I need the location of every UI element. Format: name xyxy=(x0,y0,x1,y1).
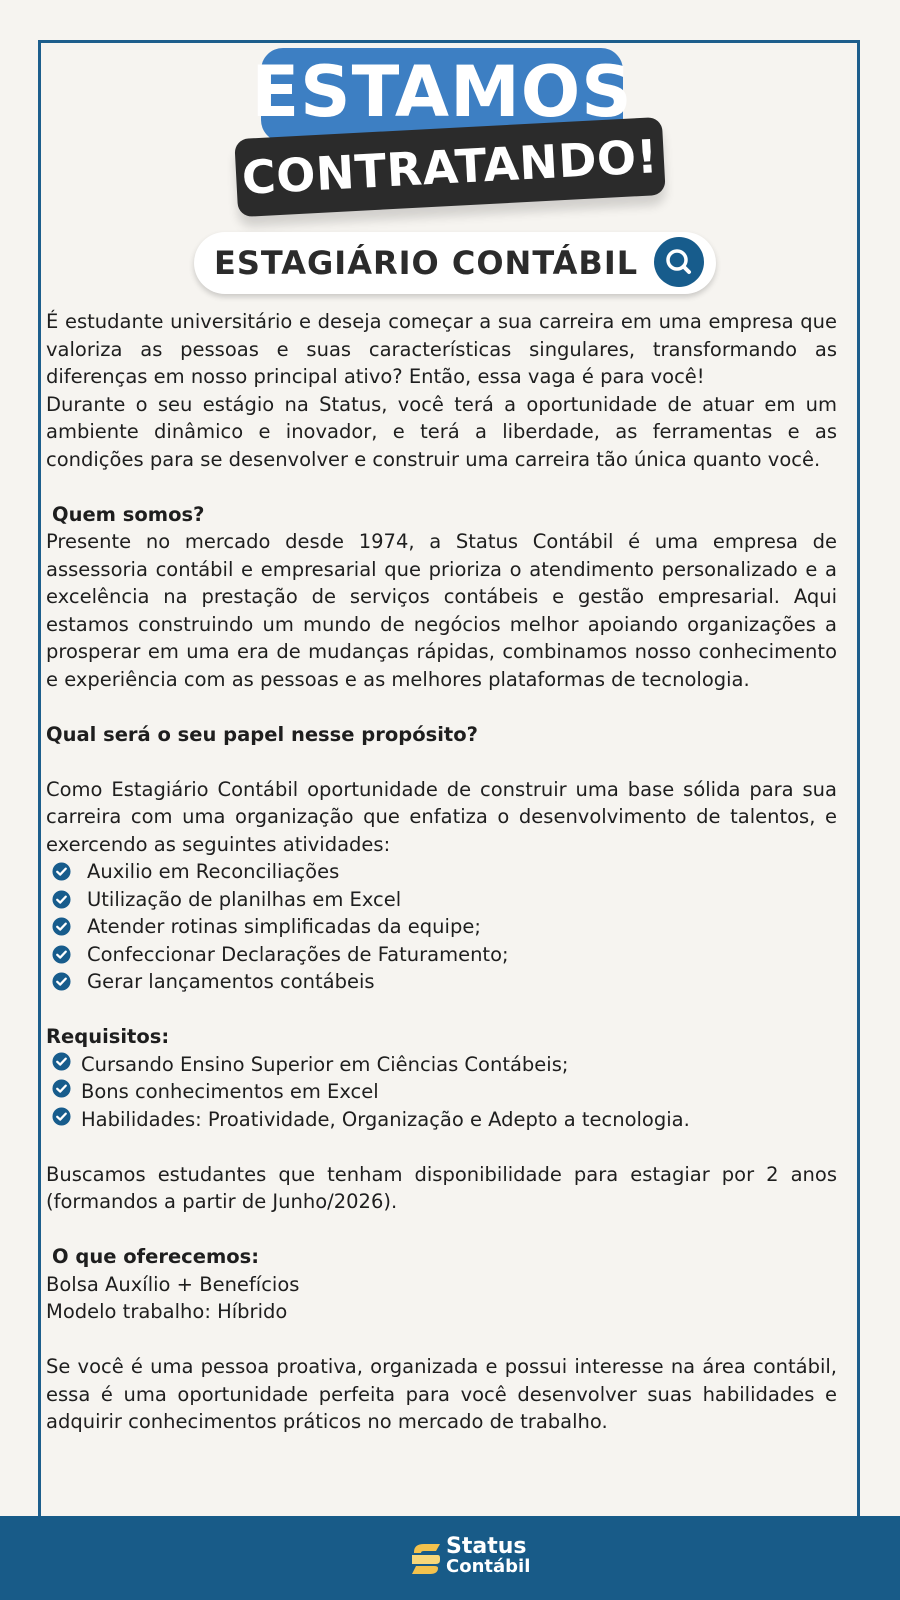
offer-line-1: Bolsa Auxílio + Benefícios xyxy=(46,1272,300,1296)
intro-paragraph-2: Durante o seu estágio na Status, você terá a oportunidade de atuar em um ambiente dinâmico e inovador, e terá a liberdade, as ferramentas e as condições para se desenvolver e construir uma carreira tão única quanto você. xyxy=(46,392,837,471)
activity-label: Auxilio em Reconciliações xyxy=(87,860,340,883)
check-badge-icon xyxy=(52,1107,71,1126)
requirements-note: Buscamos estudantes que tenham disponibilidade para estagiar por 2 anos (formandos a partir de Junho/2026). xyxy=(46,1162,837,1213)
job-title: ESTAGIÁRIO CONTÁBIL xyxy=(214,244,639,282)
check-badge-icon xyxy=(52,917,71,936)
requirement-label: Habilidades: Proatividade, Organização e Adepto a tecnologia. xyxy=(81,1107,690,1131)
check-badge-icon xyxy=(52,890,71,909)
offer-heading: O que oferecemos: xyxy=(52,1245,260,1268)
logo-word-status: Status xyxy=(446,1534,527,1559)
list-item xyxy=(46,1051,837,1079)
list-item xyxy=(46,1078,837,1106)
role-heading: Qual será o seu papel nesse propósito? xyxy=(46,722,478,746)
requirements-list xyxy=(46,1051,837,1134)
requirements-heading: Requisitos: xyxy=(46,1025,170,1048)
about-heading: Quem somos? xyxy=(52,502,205,526)
list-item xyxy=(46,941,837,969)
activities-list xyxy=(46,858,837,996)
check-badge-icon xyxy=(52,972,71,991)
search-icon xyxy=(654,237,704,287)
logo-word-contabil: Contábil xyxy=(446,1556,531,1577)
job-description xyxy=(46,308,837,1436)
check-badge-icon xyxy=(52,945,71,964)
list-item xyxy=(46,858,837,886)
list-item xyxy=(46,968,837,996)
check-badge-icon xyxy=(52,1052,71,1071)
status-contabil-logo xyxy=(406,1534,531,1582)
job-title-pill xyxy=(194,232,716,294)
list-item xyxy=(46,913,837,941)
requirement-label: Cursando Ensino Superior em Ciências Contábeis; xyxy=(81,1052,569,1076)
check-badge-icon xyxy=(52,1079,71,1098)
logo-mark-icon xyxy=(406,1538,446,1578)
requirement-label: Bons conhecimentos em Excel xyxy=(81,1080,379,1103)
activity-label: Confeccionar Declarações de Faturamento; xyxy=(87,942,509,966)
offer-line-2: Modelo trabalho: Híbrido xyxy=(46,1300,288,1323)
hero-title-line2: CONTRATANDO! xyxy=(240,129,660,205)
check-badge-icon xyxy=(52,862,71,881)
closing-paragraph: Se você é uma pessoa proativa, organizada e possui interesse na área contábil, essa é uma oportunidade perfeita para você desenvolver suas habilidades e adquirir conhecimentos práticos no mercado de trabalho. xyxy=(46,1355,837,1433)
intro-paragraph-1: É estudante universitário e deseja começar a sua carreira em uma empresa que valoriza as pessoas e suas características singulares, transformando as diferenças em nosso principal ativo? Então, essa vaga é para você! xyxy=(46,310,837,388)
list-item xyxy=(46,1106,837,1134)
activity-label: Gerar lançamentos contábeis xyxy=(87,970,375,993)
role-text: Como Estagiário Contábil oportunidade de construir uma base sólida para sua carreira com uma organização que enfatiza o desenvolvimento de talentos, e exercendo as seguintes atividades: xyxy=(46,777,837,856)
about-text: Presente no mercado desde 1974, a Status Contábil é uma empresa de assessoria contábil e empresarial que prioriza o atendimento personalizado e a excelência na prestação de serviços contábeis e gestão empresarial. Aqui estamos construindo um mundo de negócios melhor apoiando organizações a prosperar em uma era de mudanças rápidas, combinamos nosso conhecimento e experiência com as pessoas e as melhores plataformas de tecnologia. xyxy=(46,530,837,691)
activity-label: Utilização de planilhas em Excel xyxy=(87,887,402,911)
activity-label: Atender rotinas simplificadas da equipe; xyxy=(87,915,481,938)
list-item xyxy=(46,886,837,914)
hero-title-line1: ESTAMOS xyxy=(251,51,633,133)
